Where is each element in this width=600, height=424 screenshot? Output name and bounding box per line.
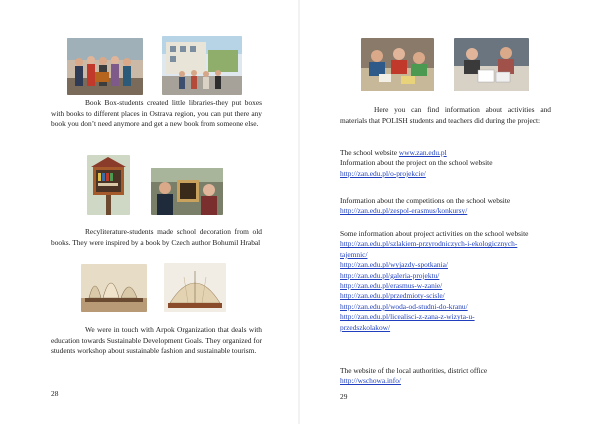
photo-folded-book <box>164 263 226 312</box>
school-website-block <box>340 148 551 179</box>
page-number-right: 29 <box>340 392 348 401</box>
competitions-link[interactable]: http://zan.edu.pl/zespol-erasmus/konkursy/ <box>340 206 468 216</box>
paragraph-book-box: Book Box-students created little libraries-they put boxes with books to different places in Ostrava region, you can put there any book you don’t need anymore and get a new book from someone else. <box>51 98 262 129</box>
paragraph-recyliterature: Recyliterature-students made school decoration from old books. They were inspired by a book by Czech author Bohumil Hrabal <box>51 227 262 247</box>
competitions-block <box>340 196 551 217</box>
activity-link[interactable]: http://zan.edu.pl/przedmioty-scisle/ <box>340 291 445 301</box>
photo-students-book-box <box>67 38 143 95</box>
left-page <box>0 0 298 424</box>
activity-link[interactable]: http://zan.edu.pl/szlakiem-przyrodniczych-i-ekologicznych- <box>340 239 518 249</box>
activity-link[interactable]: tajemnic/ <box>340 249 368 259</box>
activity-link[interactable]: przedszkolakow/ <box>340 322 391 332</box>
paragraph-intro: Here you can find information about activities and materials that POLISH students and teachers did during the project: <box>340 105 551 125</box>
school-website-label: The school website <box>340 148 399 157</box>
activity-link[interactable]: http://zan.edu.pl/wyjazdy-spotkania/ <box>340 260 448 270</box>
paragraph-arpok: We were in touch with Arpok Organization that deals with education towards Sustainable Development Goals. They organized for students workshop about sustainable fashion and sustainable tourism. <box>51 325 262 356</box>
project-info-label: Information about the project on the school website <box>340 158 493 168</box>
authorities-label: The website of the local authorities, district office <box>340 366 488 375</box>
project-info-link[interactable]: http://zan.edu.pl/o-projekcie/ <box>340 168 426 178</box>
competitions-label: Information about the competitions on the school website <box>340 196 511 205</box>
photo-book-box-library <box>87 155 130 215</box>
photo-polish-students-workshop <box>361 38 434 91</box>
activity-link[interactable]: http://zan.edu.pl/galeria-projektu/ <box>340 270 440 280</box>
authorities-block <box>340 366 551 387</box>
photo-polish-students-papers <box>454 38 529 91</box>
photo-book-decorations <box>81 264 147 312</box>
activities-label: Some information about project activities on the school website <box>340 229 529 238</box>
school-website-link[interactable]: www.zan.edu.pl <box>398 148 447 157</box>
activity-link[interactable]: http://zan.edu.pl/licealisci-z-zana-z-wizyta-u- <box>340 312 475 322</box>
activity-link[interactable]: http://zan.edu.pl/woda-od-studni-do-kranu/ <box>340 301 468 311</box>
photo-students-with-box <box>151 168 223 215</box>
activity-link[interactable]: http://zan.edu.pl/erasmus-w-zanie/ <box>340 281 443 291</box>
authorities-link[interactable]: http://wschowa.info/ <box>340 376 401 386</box>
photo-outdoor-group <box>162 36 242 95</box>
page-number-left: 28 <box>51 389 59 398</box>
right-page <box>300 0 600 424</box>
activities-block <box>340 229 551 333</box>
